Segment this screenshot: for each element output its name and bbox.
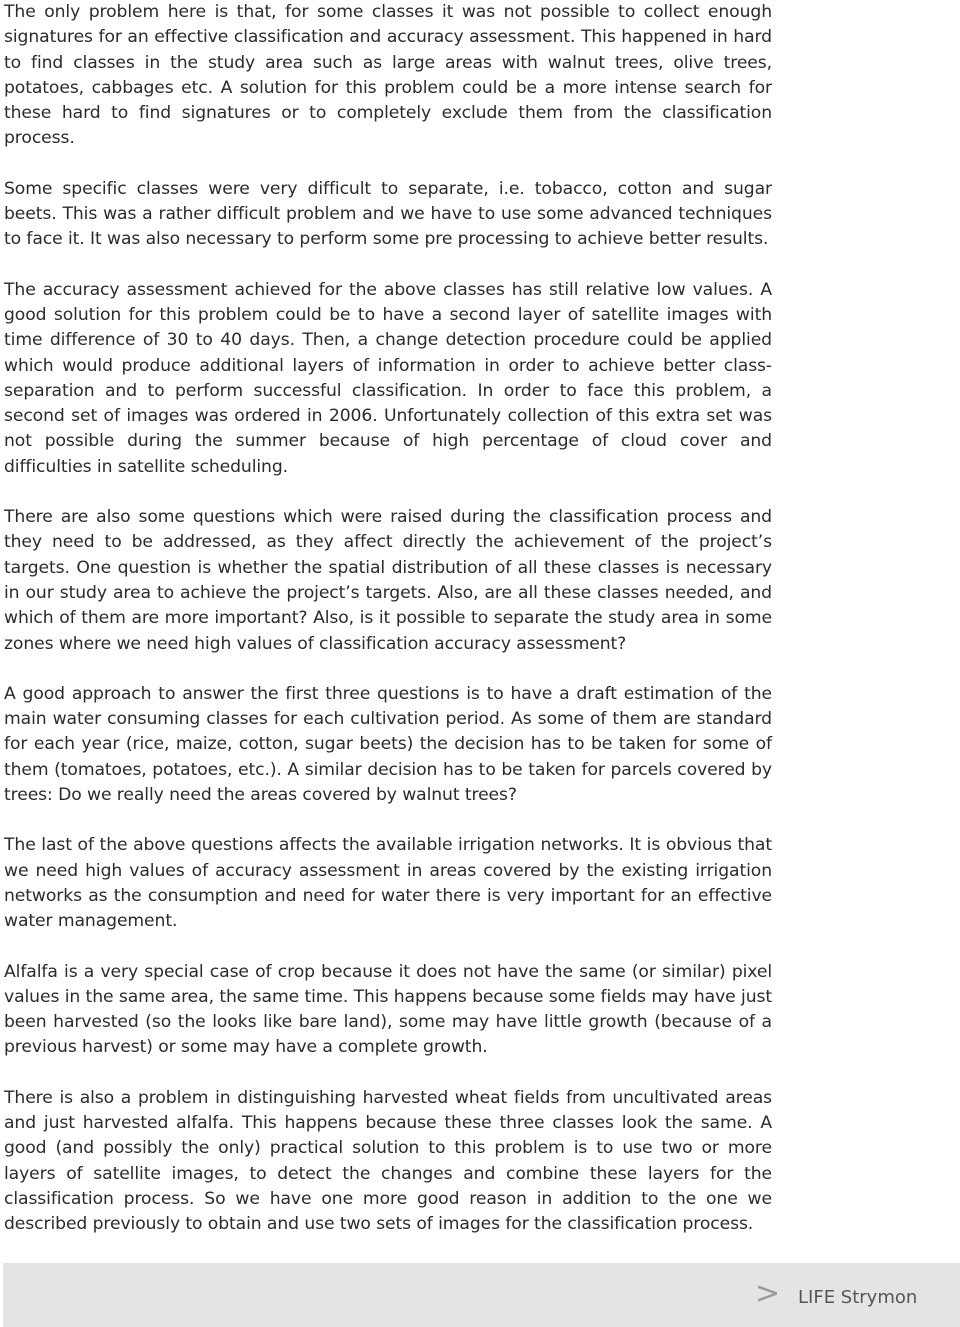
paragraph: The accuracy assessment achieved for the above classes has still relative low values. A good solution for this problem could be to have a second layer of satellite images with time difference of 30 to 40 days. Then, a change detection procedure could be applied which would produce additional layers of information in order to achieve better class-separation and to perform successful classification. In order to face this problem, a second set of images was ordered in 2006. Unfortunately collection of this extra set was not possible during the summer because of high percentage of cloud cover and difficulties in satellite scheduling. [4,279,772,477]
paragraph: A good approach to answer the first three questions is to have a draft estimation of the main water consuming classes for each cultivation period. As some of them are standard for each year (rice, maize, cotton, sugar beets) the decision has to be taken for some of them (tomatoes, potatoes, etc.). A similar decision has to be taken for parcels covered by trees: Do we really need the areas covered by walnut trees? [4,683,772,806]
footer-label: LIFE Strymon [798,1287,918,1308]
paragraph: The last of the above questions affects the available irrigation networks. It is obvious that we need high values of accuracy assessment in areas covered by the existing irrigation networks as the consumption and need for water there is very important for an effective water management. [4,835,772,932]
page-footer [3,1263,960,1327]
paragraph: Some specific classes were very difficult to separate, i.e. tobacco, cotton and sugar beets. This was a rather difficult problem and we have to use some advanced techniques to face it. It was also necessary to perform some pre processing to achieve better results. [4,178,772,250]
paragraph: There is also a problem in distinguishing harvested wheat fields from uncultivated areas and just harvested alfalfa. This happens because these three classes look the same. A good (and possibly the only) practical solution to this problem is to use two or more layers of satellite images, to detect the changes and combine these layers for the classification process. So we have one more good reason in addition to the one we described previously to obtain and use two sets of images for the classification process. [4,1087,772,1235]
paragraph: There are also some questions which were raised during the classification process and they need to be addressed, as they affect directly the achievement of the project’s targets. One question is whether the spatial distribution of all these classes is necessary in our study area to achieve the project’s targets. Also, are all these classes needed, and which of them are more important? Also, is it possible to separate the study area in some zones where we need high values of classification accuracy assessment? [4,507,772,654]
document-body [4,0,772,1262]
paragraph: The only problem here is that, for some classes it was not possible to collect enough signatures for an effective classification and accuracy assessment. This happened in hard to find classes in the study area such as large areas with walnut trees, olive trees, potatoes, cabbages etc. A solution for this problem could be a more intense search for these hard to find signatures or to completely exclude them from the classification process. [4,2,772,149]
paragraph: Alfalfa is a very special case of crop because it does not have the same (or similar) pixel values in the same area, the same time. This happens because some fields may have just been harvested (so the looks like bare land), some may have little growth (because of a previous harvest) or some may have a complete growth. [4,961,772,1058]
chevron-right-icon: > [755,1276,781,1311]
